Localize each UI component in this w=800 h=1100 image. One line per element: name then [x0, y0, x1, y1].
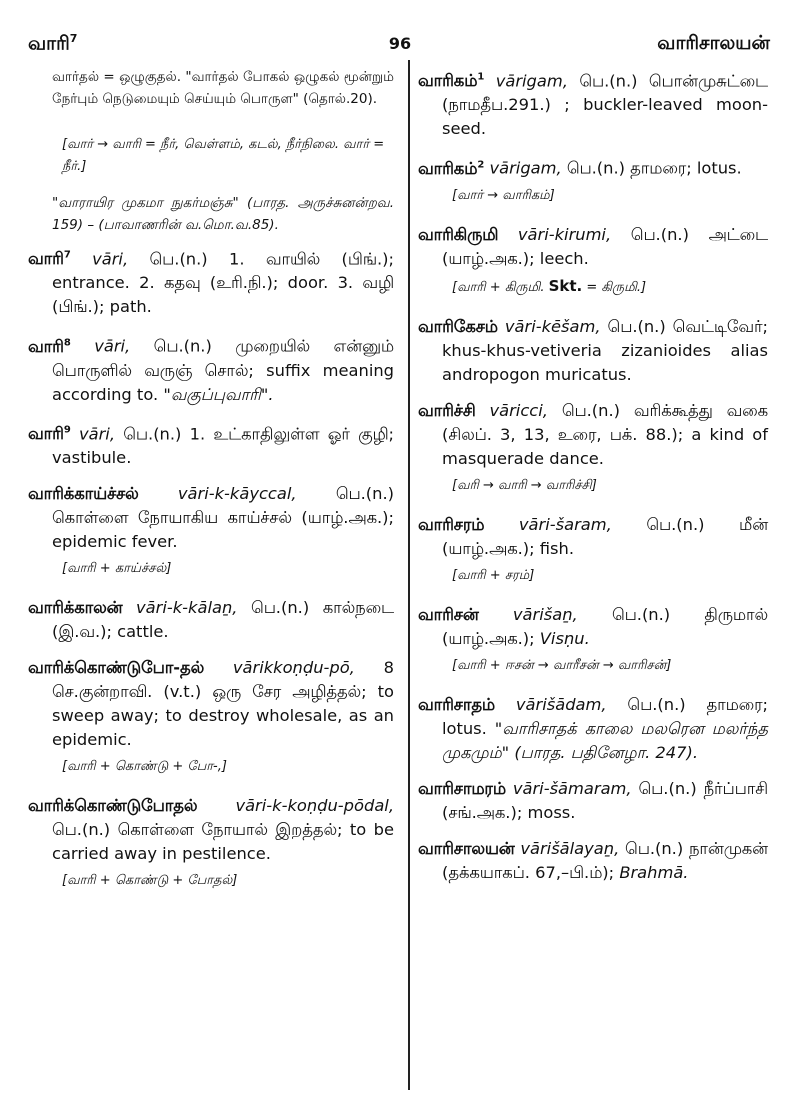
dictionary-entry: [28, 419, 394, 470]
headword: வாரிசாதம்: [418, 694, 496, 714]
header-left-guide-word: வாரி$^7$: [28, 32, 78, 55]
sanskrit-marker: Skt.: [548, 276, 583, 295]
headword: வாரிகம்$^1$: [418, 71, 485, 91]
transliteration: vāri-k-koṇḍu-pōdal,: [235, 796, 394, 816]
right-column: [418, 66, 768, 897]
definition-italic: Brahmā.: [619, 862, 689, 882]
transliteration: vārišaṉ,: [512, 604, 578, 624]
dictionary-entry: [28, 656, 394, 752]
etymology-note: [வாரி + கொண்டு + போதல்]: [62, 873, 238, 889]
transliteration: vāri,: [92, 249, 129, 269]
transliteration: vārigam,: [495, 71, 568, 91]
definition: பெ.(n.) தாமரை; lotus.: [561, 158, 742, 178]
headword: வாரி$^7$: [28, 249, 71, 269]
column-divider: [408, 60, 410, 1090]
headword: வாரிக்கொண்டுபோ-தல்: [28, 658, 205, 678]
dictionary-entry: [28, 596, 394, 644]
transliteration: vāri-kēšam,: [504, 316, 601, 336]
headword: வாரிகம்$^2$: [418, 158, 485, 178]
headword: வாரிகேசம்: [418, 316, 498, 336]
citation-quote: "வாராயிர முகமா நுகர்மஞ்சு" (பாரத. அருச்சுனன்றவ. 159) – (பாவாணரின் வ.மொ.வ.85).: [52, 195, 394, 233]
headword: வாரிக்காலன்: [28, 598, 123, 618]
dictionary-entry: [418, 513, 768, 561]
headword: வாரிசாமரம்: [418, 778, 506, 798]
dictionary-entry: [418, 837, 768, 885]
etymology-note: [வாரி + காய்ச்சல்]: [62, 561, 172, 577]
usage-example: "வகுப்புவாரி".: [163, 384, 274, 404]
transliteration: vāricci,: [489, 400, 548, 420]
definition: பெ.(n.) 1. வாயில் (பிங்.); entrance. 2. கதவு (உரி.நி.); door. 3. வழி (பிங்.); path.: [52, 249, 394, 317]
etymology-note: [வார் → வாரி = நீர், வெள்ளம், கடல், நீர்நிலை. வார் = நீர்.]: [62, 137, 385, 174]
transliteration: vāri-k-kāyccal,: [177, 484, 297, 504]
definition: பெ.(n.) தாமரை; lotus.: [442, 694, 768, 738]
continued-quote: வார்தல் = ஒழுகுதல். "வார்தல் போகல் ஒழுகல் மூன்றும் நேர்பும் நெடுமையும் செய்யும் பொருள" (தொல்.20).: [52, 69, 394, 107]
transliteration: vārikkoṇḍu-pō,: [232, 658, 355, 678]
headword: வாரிசரம்: [418, 514, 485, 534]
definition: பெ.(n.) மீன் (யாழ்.அக.); fish.: [442, 514, 768, 558]
headword: வாரிகிருமி: [418, 224, 499, 244]
definition: பெ.(n.) 1. உட்காதிலுள்ள ஓர் குழி; vastibule.: [52, 424, 394, 468]
dictionary-entry: [418, 153, 768, 180]
definition: பெ.(n.) பொன்முசுட்டை (நாமதீப.291.) ; buckler-leaved moon-seed.: [442, 71, 768, 139]
transliteration: vārišālayaṉ,: [520, 838, 620, 858]
dictionary-entry: [28, 331, 394, 406]
page-header: [0, 0, 800, 60]
headword: வாரிக்கொண்டுபோதல்: [28, 796, 198, 816]
etymology-note: [வாரி + கொண்டு + போ-,]: [62, 759, 227, 775]
etymology-note: [வார் → வாரிகம்]: [452, 187, 555, 203]
dictionary-entry: [418, 66, 768, 141]
transliteration: vāri-šāmaram,: [512, 778, 632, 798]
dictionary-entry: [28, 244, 394, 319]
dictionary-entry: [418, 693, 768, 765]
headword: வாரி$^9$: [28, 424, 71, 444]
definition: பெ.(n.) அட்டை (யாழ்.அக.); leech.: [442, 224, 768, 268]
page-number: 96: [388, 34, 412, 53]
headword: வாரிசாலயன்: [418, 838, 515, 858]
transliteration: vāri,: [79, 424, 116, 444]
etymology-note: [வாரி + ஈசன் → வாரீசன் → வாரிசன்]: [452, 657, 672, 673]
transliteration: vārišādam,: [515, 694, 607, 714]
usage-example: "வாரிசாதக் காலை மலரென மலர்ந்த முகமும்" (பாரத. பதினேழா. 247).: [442, 718, 768, 762]
headword: வாரிசன்: [418, 604, 479, 624]
transliteration: vāri,: [94, 336, 131, 356]
definition: 8 செ.குன்றாவி. (v.t.) ஒரு சேர அழித்தல்; to sweep away; to destroy wholesale, as an epidemic.: [52, 658, 394, 750]
definition: பெ.(n.) திருமால் (யாழ்.அக.);: [442, 604, 768, 648]
dictionary-entry: [28, 794, 394, 866]
definition: பெ.(n.) நான்முகன் (தக்கயாகப். 67,–பி.ம்);: [442, 838, 768, 882]
etymology-note: [வாரி + சரம்]: [452, 567, 535, 583]
dictionary-entry: [418, 777, 768, 825]
definition: பெ.(n.) கொள்ளை நோயால் இறத்தல்; to be carried away in pestilence.: [52, 820, 394, 864]
dictionary-entry: [418, 399, 768, 471]
transliteration: vāri-kirumi,: [517, 224, 612, 244]
transliteration: vāri-k-kālaṉ,: [136, 598, 238, 618]
dictionary-entry: [28, 482, 394, 554]
definition: பெ.(n.) கால்நடை (இ.வ.); cattle.: [52, 598, 394, 642]
definition: பெ.(n.) முறையில் என்னும் பொருளில் வருஞ் சொல்; suffix meaning according to.: [52, 336, 394, 404]
etymology-note: [வாரி + கிருமி. Skt. = கிருமி.]: [452, 276, 647, 295]
definition-italic: Visṇu.: [539, 628, 590, 648]
definition: பெ.(n.) கொள்ளை நோயாகிய காய்ச்சல் (யாழ்.அக.); epidemic fever.: [52, 484, 394, 552]
transliteration: vārigam,: [489, 158, 562, 178]
definition: பெ.(n.) வெட்டிவேர்; khus-khus-vetiveria zizanioides alias andropogon muricatus.: [442, 316, 768, 384]
etymology-note: [வரி → வாரி → வாரிச்சி]: [452, 477, 597, 493]
left-column: [28, 66, 394, 908]
definition: பெ.(n.) நீர்ப்பாசி (சங்.அக.); moss.: [442, 778, 768, 822]
dictionary-entry: [418, 223, 768, 271]
transliteration: vāri-šaram,: [518, 514, 612, 534]
dictionary-entry: [418, 603, 768, 651]
headword: வாரிக்காய்ச்சல்: [28, 484, 139, 504]
header-right-guide-word: வாரிசாலயன்: [657, 32, 770, 54]
headword: வாரிச்சி: [418, 400, 476, 420]
dictionary-entry: [418, 315, 768, 387]
definition: பெ.(n.) வரிக்கூத்து வகை (சிலப். 3, 13, உரை, பக். 88.); a kind of masquerade dance.: [442, 400, 768, 468]
headword: வாரி$^8$: [28, 336, 71, 356]
